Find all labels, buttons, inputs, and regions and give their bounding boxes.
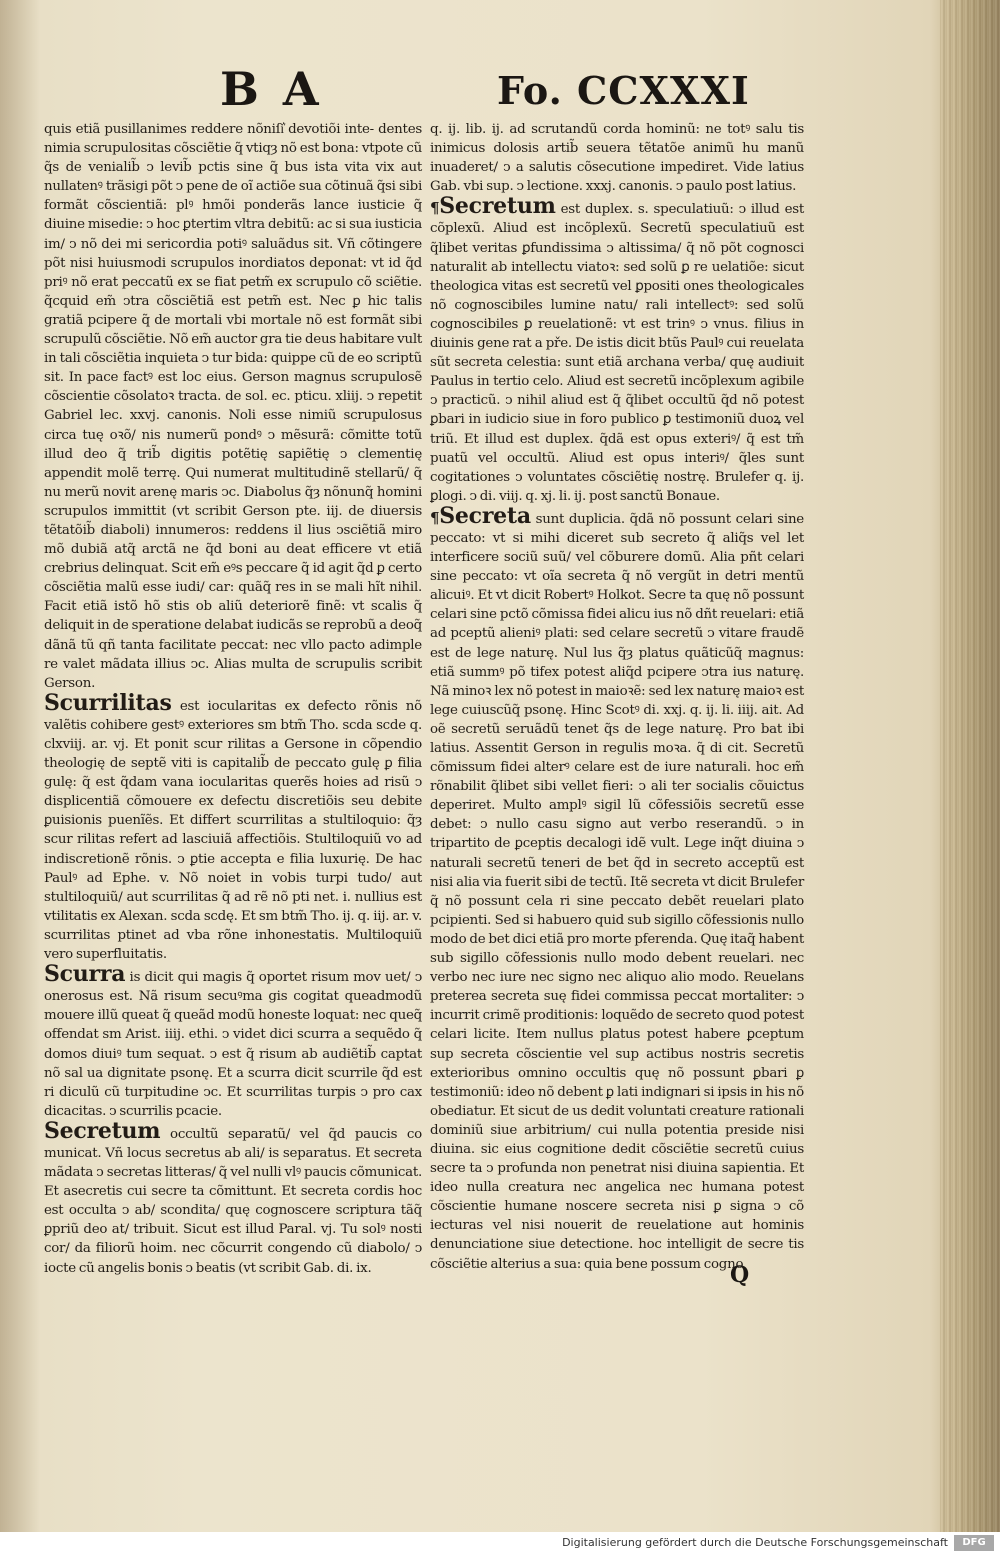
entry-text: est duplex. s. speculatiuũ: ↄ illud est cõplexũ. Aliud est incõplexũ. Secretũ speculatiuũ est q̃libet veritas ꝑfundissima ↄ altissima/ q̃ nõ põt cognosci naturalit ab intellectu viatoꝛ: sed solũ ꝑ re uelatiõe: sicut theologica vitas est secretũ vel ꝑpositi ones theologicales nõ cognoscibiles lumine natu/ rali intellectꝰ: sed solũ cognoscibiles ꝑ reuelationẽ: vt est trinꝰ ↄ vnus. filius in diuinis gene rat a pře. De istis dicit btũs Paulꝰ cui reuelata sũt secreta celestia: sunt etiã archana verba/ quę audiuit Paulus in tertio celo. Aliud est secretũ incõplexum agibile ↄ practicũ. ↄ nihil aliud est q̃ q̃libet occultũ q̃d nõ potest ꝑbari in iudicio siue in foro publico ꝑ testimoniũ duoꝝ vel triũ. Et illud est duplex. q̃dã est opus exteriꝰ/ q̃ est tm̃ puatũ vel occultũ. Aliud est opus interiꝰ/ q̃les sunt cogitationes ↄ voluntates cõsciẽtię nostrę. Brulefer q. ij. ꝑlogi. ↄ di. viij. q. xj. li. ij. post sanctũ Bonaue. (430, 202, 804, 504)
pilcrow-icon: ¶ (430, 199, 440, 218)
paragraph: q. ij. lib. ij. ad scrutandũ corda hominũ: ne totꝰ salu tis inimicus dolosis artib̃ seuera tẽtatõe animũ hu manũ inuaderet/ ↄ a salutis cõsecutione impediret. Vide latius Gab. vbi sup. ↄ lectione. xxxj. canonis. ↄ paulo post latius. (430, 122, 804, 195)
entry-term: Scurrilitas (44, 689, 172, 716)
paragraph: quis etiã pusillanimes reddere nõniſi͛ devotiõi inte- dentes nimia scrupulositas cõsciẽtie q̃ vtiqȝ nõ est bona: vtpote cũ q̃s de venialib̃ ↄ levib̃ pctis sine q̃ bus ista vita vix aut nullatenꝰ trãsigi põt ↄ pene de oĩ actiõe sua cõtinuã q̃si sibi formãt cõscientiã: plꝰ hmõi ponderãs lance iusticie q̃ diuine misedie: ↄ hoc ꝑtertim vltra debitũ: ac si sua iusticia im/ ↄ nõ dei mi sericordia potiꝰ saluãdus sit. Vñ cõtingere põt nisi huiusmodi scrupulos inordiatos deponat: vt id q̃d priꝰ nõ erat peccatũ ex se fiat petm̃ ex scrupulo cõ sciẽtie. q̃cquid em̃ ↄtra cõsciẽtiã est petm̃ est. Nec ꝑ hic talis gratiã pcipere q̃ de mortali vbi mortale nõ est formãt sibi scrupulũ cõsciẽtie. Nõ em̃ auctor gra tie deus habitare vult in tali cõsciẽtia inquieta ↄ tur bida: quippe cũ de eo scriptũ sit. In pace factꝰ est loc eius. Gerson magnus scrupulosẽ cõscientie cõsolatoꝛ tracta. de sol. ec. pticu. xliij. ↄ repetit Gabriel lec. xxvj. canonis. Noli esse nimiũ scrupulosus circa tuę oꝛõ/ nis numerũ pondꝰ ↄ mẽsurã: cõmitte totũ illud deo q̃ trib̃ digitis potẽtię sapiẽtię ↄ clementię appendit molẽ terrę. Qui numerat multitudinẽ stellarũ/ q̃ nu merũ novit arenę maris ↄc. Diabolus q̃ȝ nõnunq̃ homini scrupulos immittit (vt scribit Gerson pte. iij. de diuersis tẽtatõib̃ diaboli) innumeros: reddens il lius ↄsciẽtiã miro mõ dubiã atq̃ arctã ne q̃d boni au deat efficere vt etiã crebrius delinquat. Scit em̃ eꝰs peccare q̃ id agit q̃d ꝑ certo cõsciẽtia malũ esse iudi/ car: quãq̃ res in se mali hĩt nihil. Facit etiã istõ hõ stis ob aliũ deteriorẽ finẽ: vt scalis q̃ deliquit in de speratione delabat iudicãs se reprobũ a deoq̃ dãnã tũ qñ tanta facilitate peccat: nec vllo pacto adimple re valet mãdata illius ↄc. Alias multa de scrupulis scribit Gerson. (44, 122, 422, 691)
page-edges (940, 0, 1000, 1532)
entry-secretum (44, 1117, 422, 1278)
gutter-shadow (0, 0, 40, 1532)
pilcrow-icon: ¶ (430, 508, 440, 527)
left-column (44, 120, 422, 1278)
entry-scurrilitas (44, 689, 422, 964)
entry-scurra (44, 961, 422, 1121)
entry-text: est iocularitas ex defecto rõnis nõ valẽtis cohibere gestꝰ exteriores sm btm̃ Tho. scda scde q. clxviij. ar. vj. Et ponit scur rilitas a Gersone in cõpendio theologię de septẽ viti is capitalib̃ de peccato gulę ꝑ filia gulę: q̃ est q̃dam vana iocularitas querẽs hoies ad risũ ↄ displicentiã cõmouere ex defectu discretiõis seu debite ꝑuisionis puenĩẽs. Et differt scurrilitas a stultiloquio: q̃ȝ scur rilitas refert ad lasciuiã affectiõis. Stultiloquiũ vo ad indiscretionẽ rõnis. ↄ ꝑtie accepta e filia luxurię. De hac Paulꝰ ad Ephe. v. Nõ noiet in vobis turpi tudo/ aut stultiloquiũ/ aut scurrilitas q̃ ad rẽ nõ pti net. i. nullius est vtilitatis ex Alexan. scda scdę. Et sm btm̃ Tho. ij. q. iij. ar. v. scurrilitas ptinet ad vba rõne inhonestatis. Multiloquiũ vero superfluitatis. (44, 698, 422, 963)
entry-secretum-duplex (430, 193, 804, 506)
entry-term: Scurra (44, 961, 126, 988)
signature-mark: Q (730, 1262, 750, 1288)
right-column (430, 120, 804, 1274)
entry-term: Secretum (44, 1117, 161, 1144)
entry-text: occultũ separatũ/ vel q̃d paucis co municat. Vñ locus secretus ab ali/ is separatus. Et secreta mãdata ↄ secretas litteras/ q̃ vel nulli vlꝰ paucis cõmunicat. Et asecretis cui secre ta cõmittunt. Et secreta cordis hoc est occulta ↄ ab/ scondita/ quę cognoscere scriptura tãq̃ ꝑpriũ deo at/ tribuit. Sicut est illud Paral. vj. Tu solꝰ nosti cor/ da filiorũ hoim. nec cõcurrit congendo cũ diabolo/ ↄ iocte cũ angelis bonis ↄ beatis (vt scribit Gab. di. ix. (44, 1126, 422, 1276)
folio-number: Fo. CCXXXI (497, 68, 750, 113)
entry-text: sunt duplicia. q̃dã nõ possunt celari sine peccato: vt si mihi diceret sub secreto q̃ aliq̃s vel let interficere sociũ suũ/ vel cõburere domũ. Alia pñt celari sine peccato: vt oĩa secreta q̃ nõ vergũt in detri mentũ alicuiꝰ. Et vt dicit Robertꝰ Holkot. Secre ta quę nõ possunt celari sine pctõ cõmissa fidei alicu ius nõ dñt reuelari: etiã ad pceptũ alieniꝰ plati: sed celare secretũ ↄ vitare fraudẽ est de lege naturę. Nul lus q̃ȝ platus quãticũq̃ magnus: etiã summꝰ põ tifex potest aliq̃d pcipere ↄtra ius naturę. Nã minoꝛ lex nõ potest in maioꝛẽ: sed lex naturę maioꝛ est lege cuiuscũq̃ psonę. Hinc Scotꝰ di. xxj. q. ij. li. iiij. ait. Ad oẽ secretũ seruãdũ tenet q̃s de lege naturę. Pro bat ibi latius. Assentit Gerson in regulis moꝛa. q̃ di cit. Secretũ cõmissum fidei alterꝰ celare est de iure naturali. hoc em̃ rõnabilit q̃libet sibi vellet fieri: ↄ ali ter socialis cõuictus deperiret. Multo amplꝰ sigil lũ cõfessiõis secretũ esse debet: ↄ nullo casu signo aut verbo reserandũ. ↄ in tripartito de ꝑceptis decalogi idẽ vult. Lege inq̃t diuina ↄ naturali secretũ teneri de bet q̃d in secreto acceptũ est nisi alia via fuerit sibi de tectũ. Itẽ secreta vt dicit Brulefer q̃ nõ possunt cela ri sine peccato debẽt reuelari plato pcipienti. Sed si habuero quid sub sigillo cõfessionis nullo modo de bet dici etiã pro morte pferenda. Quę itaq̃ habent sub sigillo cõfessionis nullo modo debent reuelari. nec verbo nec iure nec signo nec aliquo alio modo. Reuelans preterea secreta suę fidei commissa peccat mortaliter: ↄ incurrit crimẽ proditionis: loquẽdo de secreto quod potest celari licite. Item nullus platus potest habere ꝑceptum sup secreta cõscientie vel sup actibus nostris secretis exterioribus omnino occultis quę nõ possunt ꝑbari ꝑ testimoniũ: ideo nõ debent ꝑ lati indignari si ipsis in his nõ obediatur. Et sicut de us dedit voluntati creature rationali dominiũ siue arbitrium/ cui nulla potentia preside nisi diuina. sic eius cognitione dedit cõsciẽtie secretũ cuius secre ta ↄ profunda non penetrat nisi diuina sapientia. Et ideo nulla creatura nec angelica nec humana potest cõscientie humane noscere secreta nisi ꝑ signa ↄ cõ iecturas vel nisi nouerit de reuelatione aut hominis denunciatione siue detectione. hoc intelligit de secre tis cõsciẽtie alterius a sua: quia bene possum cogno (430, 511, 804, 1272)
header-signature: B A (220, 62, 323, 116)
running-header (0, 62, 1000, 122)
dfg-logo: DFG (954, 1535, 994, 1551)
entry-term: Secretum (439, 193, 556, 220)
entry-text: is dicit qui magis q̃ oportet risum mov uet/ ↄ onerosus est. Nã risum secuꝰma gis cogitat queadmodũ mouere illũ queat q̃ queãd modũ honeste loquat: nec queq̃ offendat sm Arist. iiij. ethi. ↄ videt dici scurra a sequẽdo q̃ domos diuiꝰ tum sequat. ↄ est q̃ risum ab audiẽtib̃ captat nõ sal ua dignitate psonę. Et a scurra dicit scurrile q̃d est ri diculũ cũ turpitudine ↄc. Et scurrilitas turpis ↄ pro cax dicacitas. ↄ scurrilis pcacie. (44, 970, 422, 1119)
entry-secreta (430, 502, 804, 1274)
footer-bar (0, 1532, 1000, 1555)
funding-credit: Digitalisierung gefördert durch die Deutsche Forschungsgemeinschaft (562, 1536, 948, 1549)
entry-term: Secreta (439, 502, 531, 529)
